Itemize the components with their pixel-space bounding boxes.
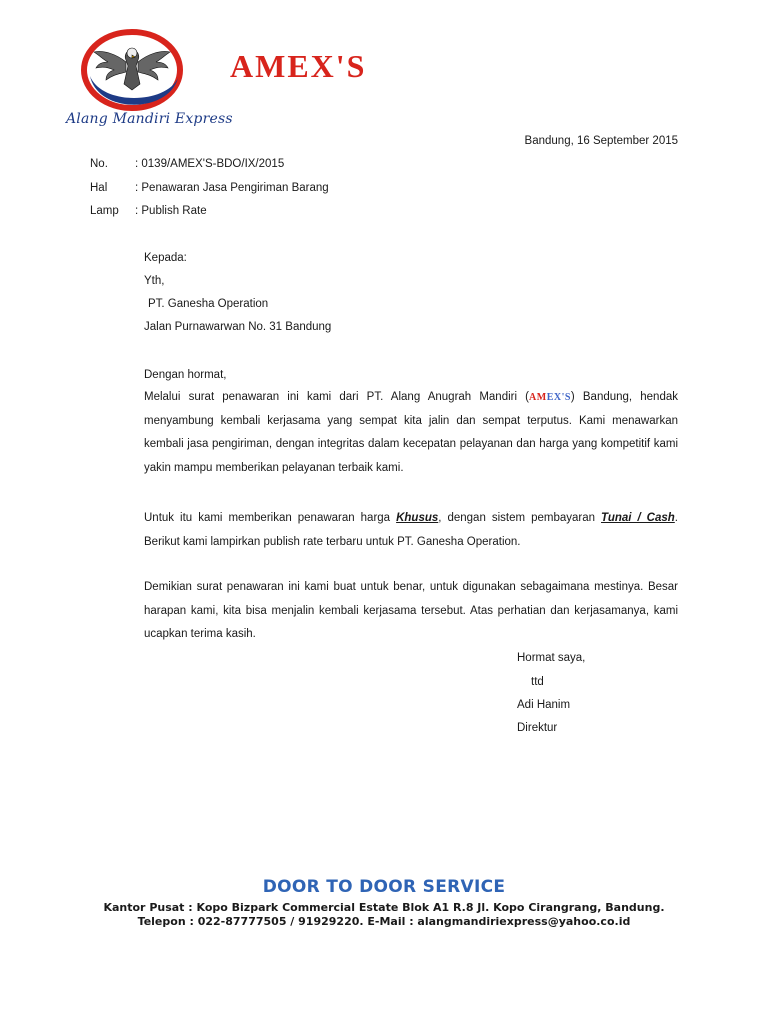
attachment-label: Lamp	[90, 205, 119, 217]
recipient-yth: Yth,	[144, 275, 165, 287]
paragraph-offer-part2: , dengan sistem pembayaran	[438, 512, 602, 524]
signature-title: Direktur	[517, 722, 558, 734]
inline-brand	[529, 392, 571, 403]
footer-contact: Telepon : 022-87777505 / 91929220. E-Mail : alangmandiriexpress@yahoo.co.id	[137, 915, 631, 928]
number-value: : 0139/AMEX'S-BDO/IX/2015	[135, 158, 285, 170]
brand-rest: MEX'S	[255, 48, 367, 84]
eagle-logo-icon	[78, 26, 186, 116]
brand-name	[230, 46, 366, 86]
greeting: Dengan hormat,	[144, 369, 227, 381]
paragraph-closing: Demikian surat penawaran ini kami buat untuk benar, untuk digunakan sebagaimana mestinya. Besar harapan kami, kita bisa menjalin kembali kerjasama tersebut. Atas perhatian dan kerjasamanya, kami ucapkan terima kasih.	[144, 581, 678, 640]
paragraph-intro-part1: Melalui surat penawaran ini kami dari PT. Alang Anugrah Mandiri (	[144, 391, 530, 403]
khusus-emphasis: Khusus	[396, 512, 439, 524]
recipient-company: PT. Ganesha Operation	[148, 298, 269, 310]
subject-value: : Penawaran Jasa Pengiriman Barang	[135, 182, 329, 194]
paragraph-offer	[144, 507, 678, 554]
number-label: No.	[90, 158, 108, 170]
payment-emphasis: Tunai / Cash	[601, 512, 675, 524]
paragraph-offer-part1: Untuk itu kami memberikan penawaran harga	[144, 512, 397, 524]
brand-first-letter: A	[230, 48, 256, 84]
paragraph-intro-part2: ) Bandung, hendak menyambung kembali kerjasama yang sempat kita jalin dan sempat terputus. Kami menawarkan kembali jasa pengiriman, dengan integritas dalam kecepatan pelayanan dan harga yang kompetitif kami yakin mampu memberikan pelayanan terbaik kami.	[144, 391, 678, 474]
signature-ttd: ttd	[531, 676, 544, 688]
paragraph-intro	[144, 386, 678, 480]
signature-closing: Hormat saya,	[517, 652, 586, 664]
recipient-address: Jalan Purnawarwan No. 31 Bandung	[144, 321, 332, 333]
footer-address: Kantor Pusat : Kopo Bizpark Commercial Estate Blok A1 R.8 Jl. Kopo Cirangrang, Bandung.	[103, 901, 665, 914]
paragraph-offer-part3: . Berikut kami lampirkan publish rate terbaru untuk PT. Ganesha Operation.	[144, 512, 678, 548]
footer-title: DOOR TO DOOR SERVICE	[262, 877, 506, 897]
letter-date: Bandung, 16 September 2015	[524, 135, 678, 147]
inline-brand-a: AM	[529, 392, 547, 403]
recipient-kepada: Kepada:	[144, 252, 187, 264]
inline-brand-rest: EX'S	[546, 392, 571, 403]
signature-name: Adi Hanim	[517, 699, 571, 711]
subject-label: Hal	[90, 182, 108, 194]
attachment-value: : Publish Rate	[135, 205, 207, 217]
logo-tagline: Alang Mandiri Express	[66, 111, 233, 127]
